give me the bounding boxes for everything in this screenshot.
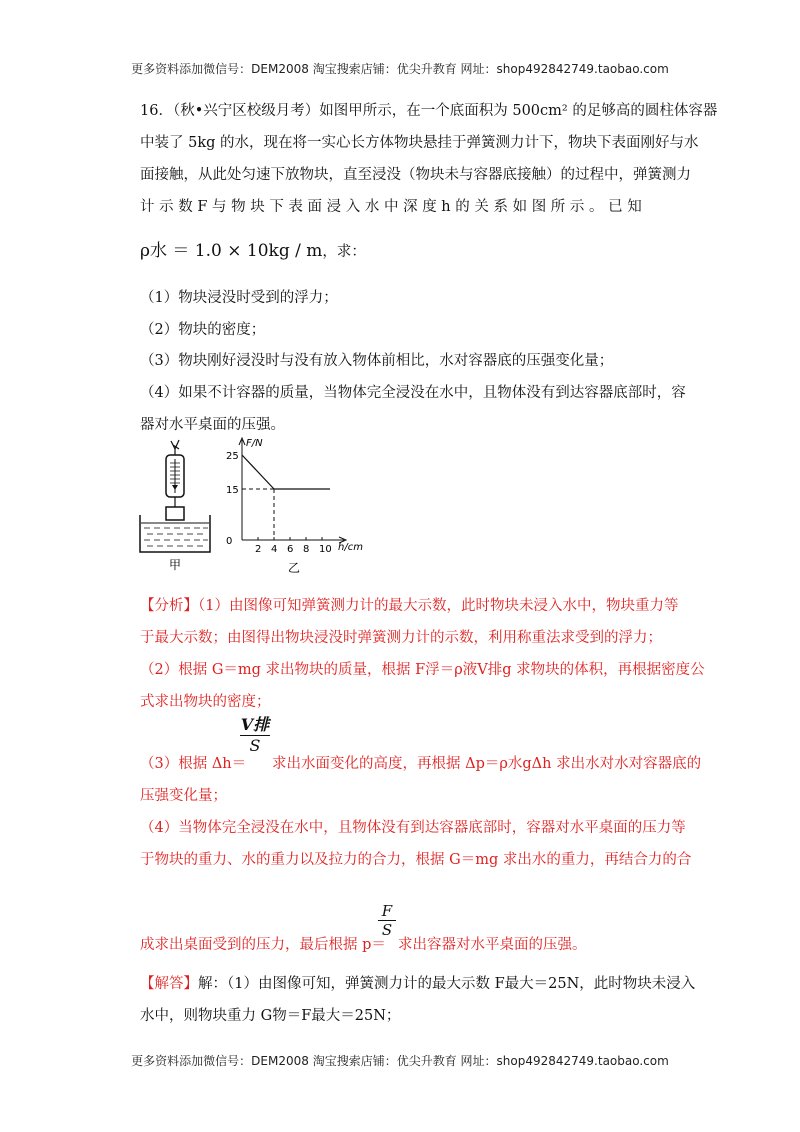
- sub-question-3: （3）物块刚好浸没时与没有放入物体前相比，水对容器底的压强变化量；: [140, 353, 614, 369]
- water: [144, 528, 208, 546]
- page-header: 更多资料添加微信号：DEM2008 淘宝搜索店铺：优尖升教育 网址：shop492842749.taobao.com: [131, 62, 669, 76]
- fraction-numerator: V排: [240, 715, 270, 734]
- y-tick-label: 15: [226, 485, 239, 496]
- solution-tag: 【解答】: [140, 976, 198, 992]
- y-tick-label: 25: [226, 451, 239, 462]
- analysis-line-6: 压强变化量；: [140, 788, 227, 804]
- x-tick-label: 2: [255, 544, 262, 555]
- question-line-2: 中装了 5kg 的水，现在将一实心长方体物块悬挂于弹簧测力计下，物块下表面刚好与水: [140, 135, 699, 151]
- sub-question-4b: 器对水平桌面的压强。: [140, 417, 285, 433]
- figure-chart: [222, 432, 372, 580]
- fraction-denominator-s: S: [381, 921, 393, 939]
- x-tick-label: 4: [271, 544, 278, 555]
- x-tick-label: 6: [287, 544, 294, 555]
- fraction-numerator-f: F: [381, 902, 393, 920]
- question-line-3: 面接触，从此处匀速下放物块，直至浸没（物块未与容器底接触）的过程中，弹簧测力: [140, 167, 691, 183]
- analysis-line-2: 于最大示数；由图得出物块浸没时弹簧测力计的示数，利用称重法求受到的浮力；: [140, 630, 662, 646]
- hand-icon: [171, 440, 179, 449]
- solution-line-1: [140, 972, 695, 993]
- analysis-line-7: （4）当物体完全浸没在水中，且物体没有到达容器底部时，容器对水平桌面的压力等: [140, 820, 686, 836]
- sub-question-1: （1）物块浸没时受到的浮力；: [140, 290, 338, 306]
- y-tick-label: 0: [226, 536, 233, 547]
- formula-tail: ，求：: [322, 244, 366, 260]
- series-segment: [242, 455, 274, 489]
- question-line-1: 16．（秋•兴宁区校级月考）如图甲所示，在一个底面积为 500cm² 的足够高的圆柱体容器: [140, 103, 718, 119]
- analysis-line-5-post: 求出水面变化的高度，再根据 Δp＝ρ水gΔh 求出水对水对容器底的: [272, 756, 702, 772]
- fraction-denominator: S: [249, 736, 261, 755]
- y-axis-label: F/N: [246, 438, 263, 449]
- sub-question-4a: （4）如果不计容器的质量，当物体完全浸没在水中，且物体没有到达容器底部时，容: [140, 385, 686, 401]
- analysis-line-4: 式求出物块的密度；: [140, 694, 271, 710]
- formula-text: ρ水 ＝ 1.0 × 10kg / m: [140, 241, 323, 261]
- analysis-line-9-pre: 成求出桌面受到的压力，最后根据 p＝: [140, 937, 386, 953]
- block: [166, 507, 184, 520]
- density-formula: [140, 236, 366, 261]
- figure-label-yi: 乙: [288, 561, 301, 575]
- solution-line-2: 水中，则物块重力 G物＝F最大＝25N；: [140, 1008, 401, 1024]
- analysis-line-3: （2）根据 G＝mg 求出物块的质量，根据 F浮＝ρ液V排g 求物块的体积，再根据密度公: [140, 662, 705, 678]
- x-tick-label: 10: [319, 544, 332, 555]
- analysis-line-8: 于物块的重力、水的重力以及拉力的合力，根据 G＝mg 求出水的重力，再结合力的合: [140, 852, 692, 868]
- analysis-line-5-pre: （3）根据 Δh＝: [140, 756, 247, 772]
- analysis-line-1: 【分析】（1）由图像可知弹簧测力计的最大示数，此时物块未浸入水中，物块重力等: [140, 598, 679, 614]
- solution-text-1: 解：（1）由图像可知，弹簧测力计的最大示数 F最大＝25N，此时物块未浸入: [198, 976, 696, 992]
- sub-question-2: （2）物块的密度；: [140, 322, 266, 338]
- figure-apparatus: [135, 435, 215, 575]
- page-footer: 更多资料添加微信号：DEM2008 淘宝搜索店铺：优尖升教育 网址：shop492842749.taobao.com: [131, 1054, 669, 1068]
- fraction-v-over-s: [240, 712, 270, 755]
- figure-label-jia: 甲: [169, 558, 182, 572]
- question-line-4: 计 示 数 F 与 物 块 下 表 面 浸 入 水 中 深 度 h 的 关 系 如 图 所 示 。 已 知: [140, 199, 642, 215]
- x-tick-label: 8: [303, 544, 310, 555]
- x-axis-label: h/cm: [338, 542, 363, 553]
- analysis-line-9-post: 求出容器对水平桌面的压强。: [398, 937, 587, 953]
